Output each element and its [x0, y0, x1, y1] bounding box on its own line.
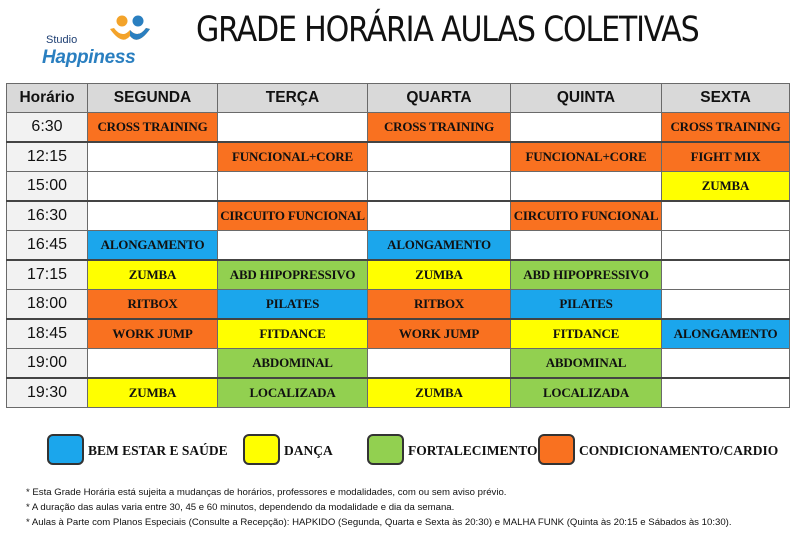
legend-swatch — [47, 434, 84, 465]
class-cell: CIRCUITO FUNCIONAL — [218, 201, 368, 231]
empty-cell — [218, 172, 368, 202]
empty-cell — [368, 349, 511, 379]
empty-cell — [218, 231, 368, 261]
class-cell: ABDOMINAL — [511, 349, 662, 379]
class-cell: ALONGAMENTO — [662, 319, 790, 349]
class-cell: FIGHT MIX — [662, 142, 790, 172]
class-cell: FUNCIONAL+CORE — [511, 142, 662, 172]
empty-cell — [88, 201, 218, 231]
class-cell: ZUMBA — [88, 378, 218, 408]
class-cell: CROSS TRAINING — [662, 113, 790, 143]
column-header-day: SEXTA — [662, 84, 790, 113]
table-row — [7, 319, 790, 349]
empty-cell — [88, 172, 218, 202]
time-cell: 16:45 — [7, 231, 88, 261]
empty-cell — [368, 142, 511, 172]
class-cell: LOCALIZADA — [218, 378, 368, 408]
empty-cell — [662, 201, 790, 231]
legend-label: FORTALECIMENTO — [408, 443, 538, 458]
table-row — [7, 260, 790, 290]
time-cell: 18:00 — [7, 290, 88, 320]
studio-logo — [42, 14, 162, 70]
empty-cell — [88, 142, 218, 172]
empty-cell — [88, 349, 218, 379]
class-cell: LOCALIZADA — [511, 378, 662, 408]
time-cell: 17:15 — [7, 260, 88, 290]
happiness-logo-icon — [106, 14, 154, 50]
empty-cell — [662, 349, 790, 379]
class-cell: ABD HIPOPRESSIVO — [218, 260, 368, 290]
table-row — [7, 378, 790, 408]
column-header-day: QUARTA — [368, 84, 511, 113]
legend-swatch — [243, 434, 280, 465]
class-cell: CIRCUITO FUNCIONAL — [511, 201, 662, 231]
time-cell: 16:30 — [7, 201, 88, 231]
column-header-day: SEGUNDA — [88, 84, 218, 113]
table-row — [7, 201, 790, 231]
class-cell: FUNCIONAL+CORE — [218, 142, 368, 172]
empty-cell — [662, 231, 790, 261]
schedule-body — [7, 113, 790, 408]
empty-cell — [662, 260, 790, 290]
time-cell: 12:15 — [7, 142, 88, 172]
class-cell: ABD HIPOPRESSIVO — [511, 260, 662, 290]
empty-cell — [511, 231, 662, 261]
header-row — [7, 84, 790, 113]
class-cell: ZUMBA — [88, 260, 218, 290]
column-header-time: Horário — [7, 84, 88, 113]
table-row — [7, 349, 790, 379]
empty-cell — [511, 172, 662, 202]
class-cell: PILATES — [218, 290, 368, 320]
table-row — [7, 172, 790, 202]
time-cell: 19:00 — [7, 349, 88, 379]
footnotes — [26, 486, 732, 530]
legend-label: CONDICIONAMENTO/CARDIO — [579, 443, 779, 458]
table-row — [7, 113, 790, 143]
logo-brand-name: Happiness — [42, 47, 136, 68]
table-row — [7, 142, 790, 172]
column-header-day: QUINTA — [511, 84, 662, 113]
empty-cell — [662, 290, 790, 320]
empty-cell — [662, 378, 790, 408]
class-cell: CROSS TRAINING — [368, 113, 511, 143]
table-row — [7, 290, 790, 320]
column-header-day: TERÇA — [218, 84, 368, 113]
footnote: * Esta Grade Horária está sujeita a mudanças de horários, professores e modalidades, com ou sem aviso prévio. — [26, 487, 507, 498]
class-cell: FITDANCE — [511, 319, 662, 349]
logo-studio-text: Studio — [46, 34, 78, 46]
class-cell: RITBOX — [368, 290, 511, 320]
legend-swatch — [367, 434, 404, 465]
class-cell: ZUMBA — [368, 378, 511, 408]
time-cell: 15:00 — [7, 172, 88, 202]
footnote: * Aulas à Parte com Planos Especiais (Consulte a Recepção): HAPKIDO (Segunda, Quarta e Sexta às 20:30) e MALHA FUNK (Quinta às 20:15 e Sábados às 10:30). — [26, 516, 732, 528]
page-title: GRADE HORÁRIA AULAS COLETIVAS — [196, 10, 699, 50]
class-cell: ALONGAMENTO — [88, 231, 218, 261]
time-cell: 6:30 — [7, 113, 88, 143]
schedule-table — [6, 83, 790, 408]
legend-label: BEM ESTAR E SAÚDE — [88, 443, 228, 458]
legend-label: DANÇA — [284, 443, 333, 458]
time-cell: 19:30 — [7, 378, 88, 408]
empty-cell — [368, 201, 511, 231]
class-cell: ZUMBA — [662, 172, 790, 202]
class-cell: WORK JUMP — [368, 319, 511, 349]
empty-cell — [511, 113, 662, 143]
time-cell: 18:45 — [7, 319, 88, 349]
table-row — [7, 231, 790, 261]
class-cell: RITBOX — [88, 290, 218, 320]
empty-cell — [218, 113, 368, 143]
empty-cell — [368, 172, 511, 202]
class-cell: CROSS TRAINING — [88, 113, 218, 143]
footnote: * A duração das aulas varia entre 30, 45 e 60 minutos, dependendo da modalidade e dia da semana. — [26, 501, 455, 513]
class-cell: ABDOMINAL — [218, 349, 368, 379]
class-cell: ALONGAMENTO — [368, 231, 511, 261]
class-cell: ZUMBA — [368, 260, 511, 290]
class-cell: WORK JUMP — [88, 319, 218, 349]
legend-swatch — [538, 434, 575, 465]
class-cell: FITDANCE — [218, 319, 368, 349]
class-cell: PILATES — [511, 290, 662, 320]
